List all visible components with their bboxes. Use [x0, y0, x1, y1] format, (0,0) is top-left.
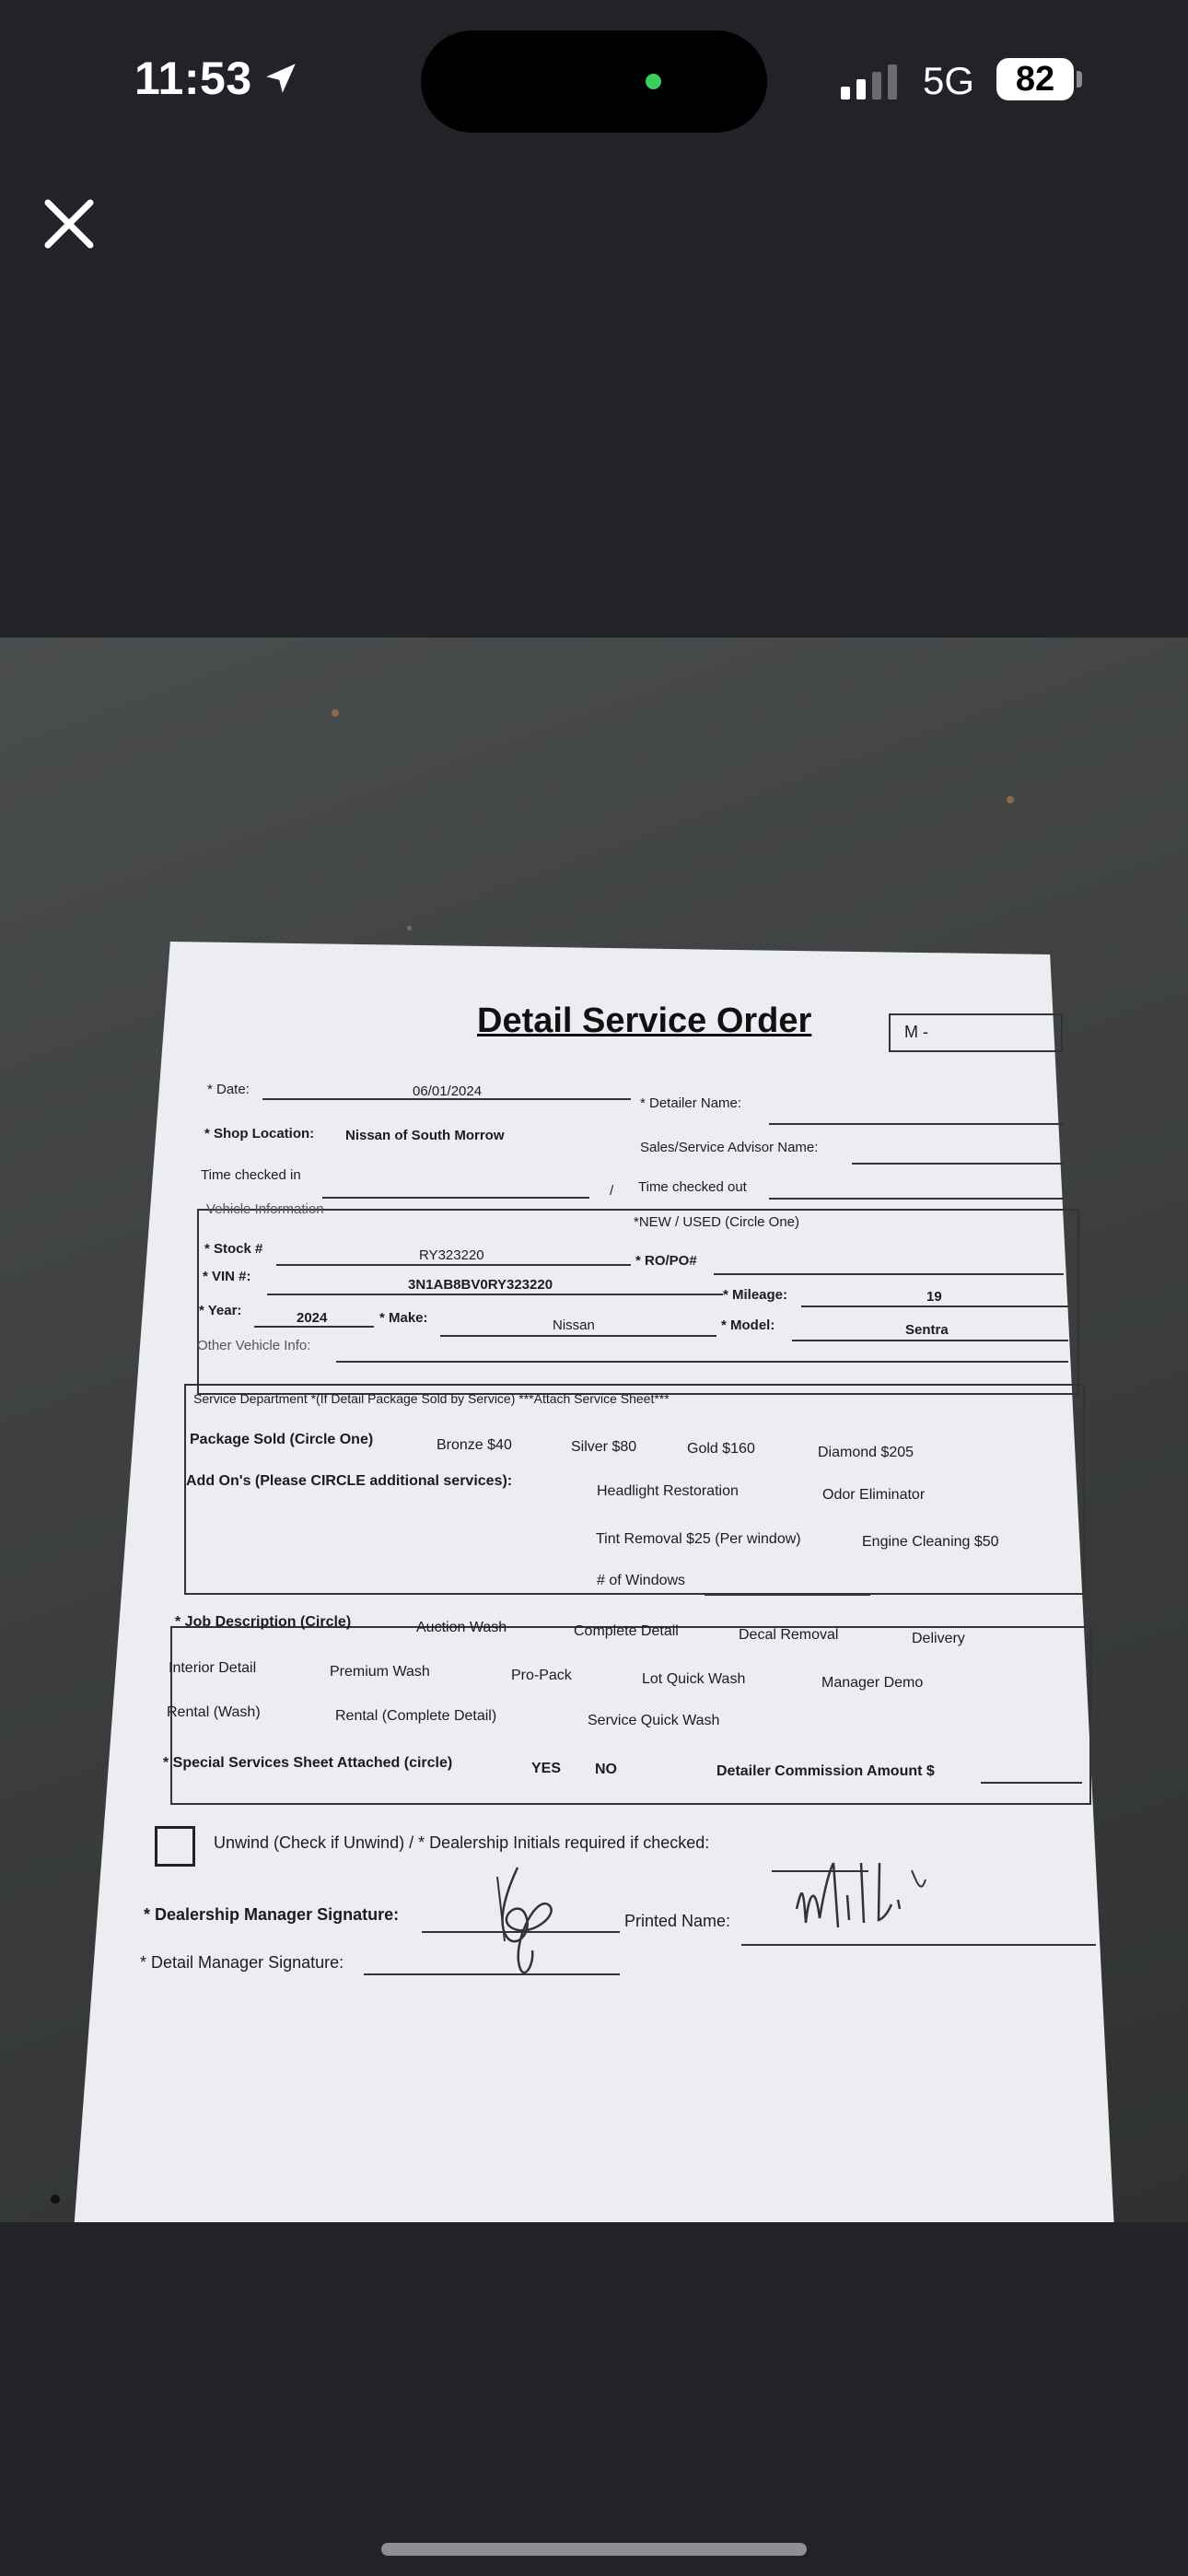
- ro-po-label: * RO/PO#: [635, 1253, 697, 1269]
- model-value: Sentra: [905, 1322, 949, 1338]
- status-time: [134, 52, 300, 105]
- service-dept-label: Service Department *(If Detail Package Sold by Service) ***Attach Service Sheet***: [193, 1391, 670, 1406]
- vin-label: * VIN #:: [203, 1269, 251, 1284]
- mileage-line: [801, 1306, 1068, 1307]
- job-interior-detail: Interior Detail: [169, 1660, 257, 1676]
- unwind-label: Unwind (Check if Unwind) / * Dealership Initials required if checked:: [214, 1833, 710, 1852]
- close-button[interactable]: [41, 195, 98, 252]
- package-gold: Gold $160: [687, 1441, 755, 1457]
- year-line: [254, 1326, 374, 1328]
- job-manager-demo: Manager Demo: [821, 1675, 924, 1691]
- add-on-tint: Tint Removal $25 (Per window): [596, 1531, 801, 1547]
- add-on-engine: Engine Cleaning $50: [862, 1534, 999, 1550]
- job-rental-complete: Rental (Complete Detail): [335, 1708, 497, 1724]
- detail-sig-label: * Detail Manager Signature:: [140, 1953, 344, 1972]
- commission-line: [981, 1782, 1082, 1784]
- mileage-label: * Mileage:: [723, 1287, 788, 1303]
- windows-label: # of Windows: [597, 1573, 686, 1588]
- job-premium-wash: Premium Wash: [330, 1664, 430, 1680]
- debris-speck: [332, 709, 339, 717]
- signal-strength-icon: [841, 66, 897, 100]
- battery-icon: [996, 58, 1074, 100]
- make-line: [440, 1335, 716, 1337]
- time-out-line: [769, 1198, 1064, 1200]
- debris-speck: [407, 926, 412, 931]
- advisor-line: [852, 1163, 1064, 1165]
- model-line: [792, 1340, 1068, 1341]
- order-number-prefix: M -: [904, 1023, 928, 1041]
- dealership-sig-label: * Dealership Manager Signature:: [144, 1905, 400, 1924]
- vin-value: 3N1AB8BV0RY323220: [408, 1277, 553, 1293]
- detailer-name-label: * Detailer Name:: [640, 1095, 742, 1111]
- special-yes: YES: [531, 1761, 562, 1776]
- printed-name-label: Printed Name:: [624, 1912, 731, 1930]
- package-diamond: Diamond $205: [818, 1445, 914, 1460]
- date-label: * Date:: [207, 1082, 250, 1097]
- home-indicator[interactable]: [381, 2543, 807, 2556]
- battery-level: 82: [1015, 59, 1055, 99]
- windows-line: [705, 1594, 870, 1596]
- time-in-line: [322, 1197, 589, 1199]
- special-services-label: * Special Services Sheet Attached (circle): [163, 1755, 453, 1771]
- document-photo[interactable]: [0, 638, 1188, 2222]
- job-auction-wash: Auction Wash: [416, 1620, 507, 1635]
- stock-label: * Stock #: [204, 1241, 263, 1257]
- package-bronze: Bronze $40: [437, 1437, 512, 1453]
- shop-location-label: * Shop Location:: [204, 1126, 315, 1142]
- vehicle-info-label: Vehicle Information: [206, 1201, 324, 1217]
- vehicle-info-box: [197, 1209, 1079, 1395]
- job-pro-pack: Pro-Pack: [511, 1668, 572, 1683]
- network-type: 5G: [923, 59, 975, 102]
- job-service-quick-wash: Service Quick Wash: [588, 1713, 720, 1728]
- year-value: 2024: [297, 1310, 328, 1326]
- date-value: 06/01/2024: [413, 1083, 483, 1099]
- package-sold-label: Package Sold (Circle One): [190, 1432, 374, 1447]
- dark-spot: [51, 2195, 60, 2204]
- unwind-checkbox[interactable]: [155, 1826, 195, 1867]
- add-ons-label: Add On's (Please CIRCLE additional services):: [186, 1473, 513, 1489]
- job-delivery: Delivery: [912, 1631, 965, 1646]
- job-description-label: * Job Description (Circle): [175, 1614, 352, 1630]
- battery-cap: [1077, 71, 1082, 88]
- job-decal-removal: Decal Removal: [739, 1627, 839, 1643]
- clock-text: 11:53: [134, 53, 252, 104]
- year-label: * Year:: [199, 1303, 242, 1318]
- stock-value: RY323220: [419, 1247, 484, 1263]
- advisor-label: Sales/Service Advisor Name:: [640, 1140, 819, 1155]
- other-info-label: Other Vehicle Info:: [197, 1338, 311, 1353]
- document-title: Detail Service Order: [477, 1001, 812, 1040]
- detailer-name-line: [769, 1123, 1064, 1125]
- package-silver: Silver $80: [571, 1439, 637, 1455]
- time-slash: /: [610, 1183, 614, 1199]
- ro-po-line: [714, 1273, 1064, 1275]
- time-in-label: Time checked in: [201, 1167, 301, 1183]
- debris-speck: [1007, 796, 1014, 803]
- job-complete-detail: Complete Detail: [574, 1623, 679, 1639]
- close-icon: [41, 195, 98, 252]
- mileage-value: 19: [926, 1289, 942, 1305]
- job-lot-quick-wash: Lot Quick Wash: [642, 1671, 746, 1687]
- handwritten-signature-manager: [460, 1858, 599, 1987]
- shop-location-value: Nissan of South Morrow: [345, 1128, 505, 1143]
- camera-indicator-dot: [646, 74, 661, 89]
- dynamic-island: [421, 30, 767, 133]
- location-arrow-icon: [262, 59, 300, 98]
- job-rental-wash: Rental (Wash): [167, 1704, 261, 1720]
- other-info-line: [336, 1361, 1068, 1363]
- add-on-headlight: Headlight Restoration: [597, 1483, 739, 1499]
- make-value: Nissan: [553, 1317, 595, 1333]
- add-on-odor: Odor Eliminator: [822, 1487, 926, 1503]
- vin-line: [267, 1294, 723, 1295]
- make-label: * Make:: [379, 1310, 428, 1326]
- model-label: * Model:: [721, 1317, 775, 1333]
- new-used-label: *NEW / USED (Circle One): [634, 1214, 800, 1230]
- special-no: NO: [595, 1762, 617, 1777]
- stock-line: [276, 1264, 631, 1266]
- time-out-label: Time checked out: [638, 1179, 747, 1195]
- commission-label: Detailer Commission Amount $: [716, 1763, 935, 1779]
- handwritten-signature-printed-name: [783, 1854, 939, 1955]
